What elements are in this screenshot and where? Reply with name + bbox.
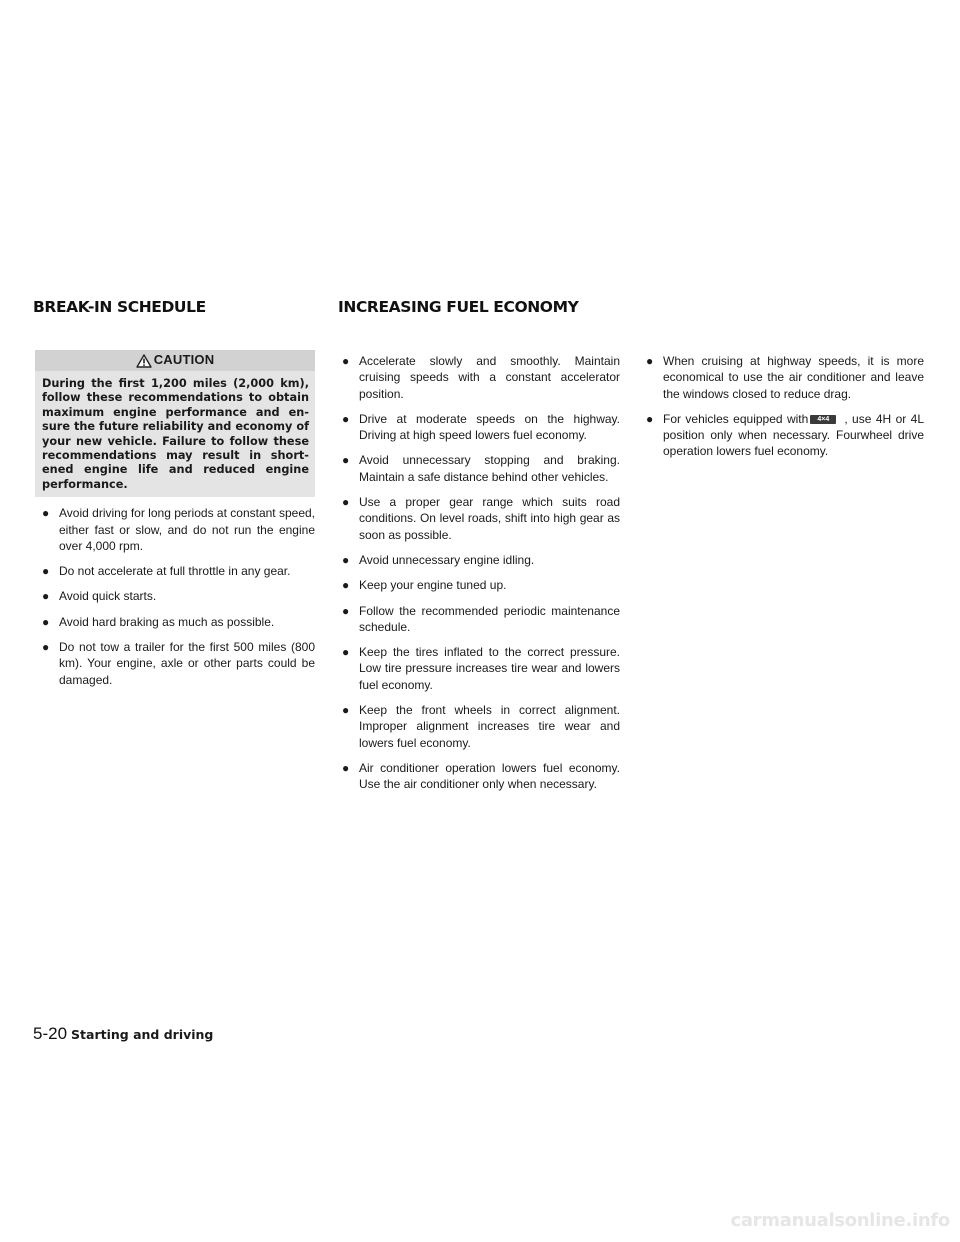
list-item: ● For vehicles equipped with 4×4 , use 4H or 4L position only when necessary. Fourwheel drive operation lowers fuel economy. — [646, 411, 924, 459]
chapter-title: Starting and driving — [71, 1027, 214, 1042]
warning-triangle-icon — [136, 354, 152, 368]
section-heading-fuel-economy: INCREASING FUEL ECONOMY — [338, 298, 579, 316]
bullet-icon: ● — [342, 354, 350, 368]
list-item: ● Avoid unnecessary stopping and braking. Maintain a safe distance behind other vehicles. — [342, 453, 620, 484]
bullet-icon: ● — [42, 614, 50, 629]
bullet-icon: ● — [42, 564, 50, 579]
column-break-in — [35, 350, 315, 697]
watermark: carmanualsonline.info — [730, 1210, 950, 1231]
list-item: ● Keep your engine tuned up. — [342, 578, 507, 593]
bullet-icon: ● — [342, 760, 350, 775]
caution-header — [35, 350, 315, 371]
list-item: ● Keep the front wheels in correct alignment. Improper alignment increases tire wear and lowers fuel economy. — [342, 703, 620, 750]
bullet-icon: ● — [342, 453, 350, 468]
bullet-icon: ● — [42, 506, 50, 521]
caution-box — [35, 350, 315, 497]
list-item: ● Use a proper gear range which suits road conditions. On level roads, shift into high gear as soon as possible. — [342, 495, 620, 542]
bullet-icon: ● — [342, 552, 350, 567]
bullet-icon: ● — [646, 411, 654, 426]
page-footer — [33, 1024, 213, 1044]
list-item: ● When cruising at highway speeds, it is more economical to use the air conditioner and leave the windows closed to reduce drag. — [646, 354, 924, 401]
bullet-icon: ● — [342, 495, 350, 510]
list-item: ● Follow the recommended periodic maintenance schedule. — [342, 603, 620, 634]
list-item: ● Avoid driving for long periods at constant speed, either fast or slow, and do not run the engine over 4,000 rpm. — [42, 506, 315, 553]
caution-title: CAUTION — [153, 352, 215, 368]
bullet-icon: ● — [342, 703, 350, 718]
list-item: ● Do not accelerate at full throttle in any gear. — [42, 564, 291, 579]
bullet-icon: ● — [646, 354, 654, 368]
bullet-icon: ● — [42, 640, 50, 655]
column-fuel-economy-2 — [644, 353, 924, 469]
four-wheel-drive-icon: 4×4 — [810, 415, 836, 424]
list-item: ● Avoid unnecessary engine idling. — [342, 552, 535, 567]
bullet-icon: ● — [342, 603, 350, 618]
bullet-icon: ● — [342, 645, 350, 660]
list-item: ● Keep the tires inflated to the correct pressure. Low tire pressure increases tire wear and lowers fuel economy. — [342, 645, 620, 692]
list-item: ● Drive at moderate speeds on the highway. Driving at high speed lowers fuel economy. — [342, 411, 620, 443]
page-number: 5-20 — [33, 1024, 68, 1043]
caution-text: During the first 1,200 miles (2,000 km), follow these recommendations to obtain maximum engine performance and ensure the future reliability and economy of your new vehicle. Failure to follow these recommendations may result in shortened engine life and reduced engine performance. — [42, 377, 309, 491]
list-item: ● Avoid hard braking as much as possible. — [42, 614, 275, 629]
list-item: ● Do not tow a trailer for the first 500 miles (800 km). Your engine, axle or other parts could be damaged. — [42, 640, 315, 687]
bullet-icon: ● — [42, 589, 50, 604]
list-item: ● Accelerate slowly and smoothly. Maintain cruising speeds with a constant accelerator position. — [342, 354, 620, 401]
bullet-icon: ● — [342, 578, 350, 593]
bullet-icon: ● — [342, 411, 350, 426]
list-item: ● Avoid quick starts. — [42, 589, 157, 604]
fuel-economy-list-cont — [644, 353, 924, 460]
list-item: ● Air conditioner operation lowers fuel economy. Use the air conditioner only when necessary. — [342, 760, 620, 792]
fuel-economy-list — [340, 353, 620, 793]
break-in-list — [35, 505, 315, 688]
column-fuel-economy-1 — [340, 353, 620, 802]
section-heading-break-in: BREAK-IN SCHEDULE — [33, 298, 206, 316]
